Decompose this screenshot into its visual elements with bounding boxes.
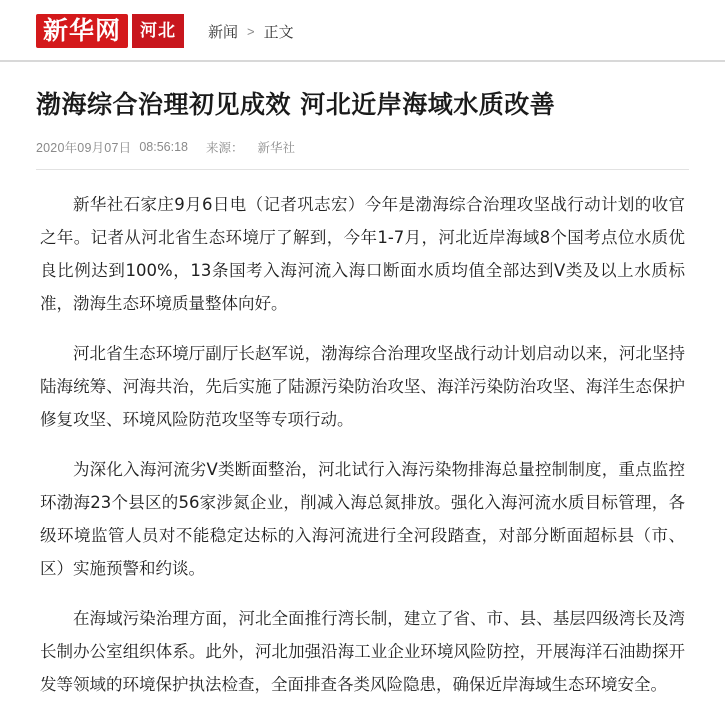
site-header [0, 0, 725, 60]
article-paragraph: 为深化入海河流劣Ⅴ类断面整治，河北试行入海污染物排海总量控制制度，重点监控环渤海23个县区的56家涉氮企业，削减入海总氮排放。强化入海河流水质目标管理，各级环境监管人员对不能稳定达标的入海河流进行全河段踏查，对部分断面超标县（市、区）实施预警和约谈。 [40, 459, 685, 578]
source-value[interactable]: 新华社 [257, 140, 296, 155]
logo-hebei[interactable]: 河北 [132, 14, 184, 48]
article-header [0, 62, 725, 156]
logo-xinhuanet[interactable]: 新华网 [36, 14, 128, 48]
publish-time: 08:56:18 [139, 139, 188, 154]
article-body [0, 170, 725, 701]
breadcrumb-item-article: 正文 [263, 23, 294, 41]
source-label: 来源： [206, 140, 244, 155]
breadcrumb-separator: > [247, 23, 255, 39]
article-paragraph: 新华社石家庄9月6日电（记者巩志宏）今年是渤海综合治理攻坚战行动计划的收官之年。记者从河北省生态环境厅了解到，今年1-7月，河北近岸海域8个国考点位水质优良比例达到100%，13条国考入海河流入海口断面水质均值全部达到Ⅴ类及以上水质标准，渤海生态环境质量整体向好。 [40, 194, 685, 313]
article-paragraph: 河北省生态环境厅副厅长赵军说，渤海综合治理攻坚战行动计划启动以来，河北坚持陆海统筹、河海共治，先后实施了陆源污染防治攻坚、海洋污染防治攻坚、海洋生态保护修复攻坚、环境风险防范攻坚等专项行动。 [40, 343, 685, 429]
publish-date: 2020年09月07日 [36, 140, 132, 155]
breadcrumb [208, 21, 294, 42]
page-title: 渤海综合治理初见成效 河北近岸海域水质改善 [36, 90, 556, 119]
article-paragraph: 在海域污染治理方面，河北全面推行湾长制，建立了省、市、县、基层四级湾长及湾长制办公室组织体系。此外，河北加强沿海工业企业环境风险防控，开展海洋石油勘探开发等领域的环境保护执法检查，全面排查各类风险隐患，确保近岸海域生态环境安全。 [40, 608, 685, 694]
site-logo[interactable] [36, 14, 184, 48]
article-meta [36, 138, 689, 156]
breadcrumb-item-news[interactable]: 新闻 [208, 23, 239, 41]
